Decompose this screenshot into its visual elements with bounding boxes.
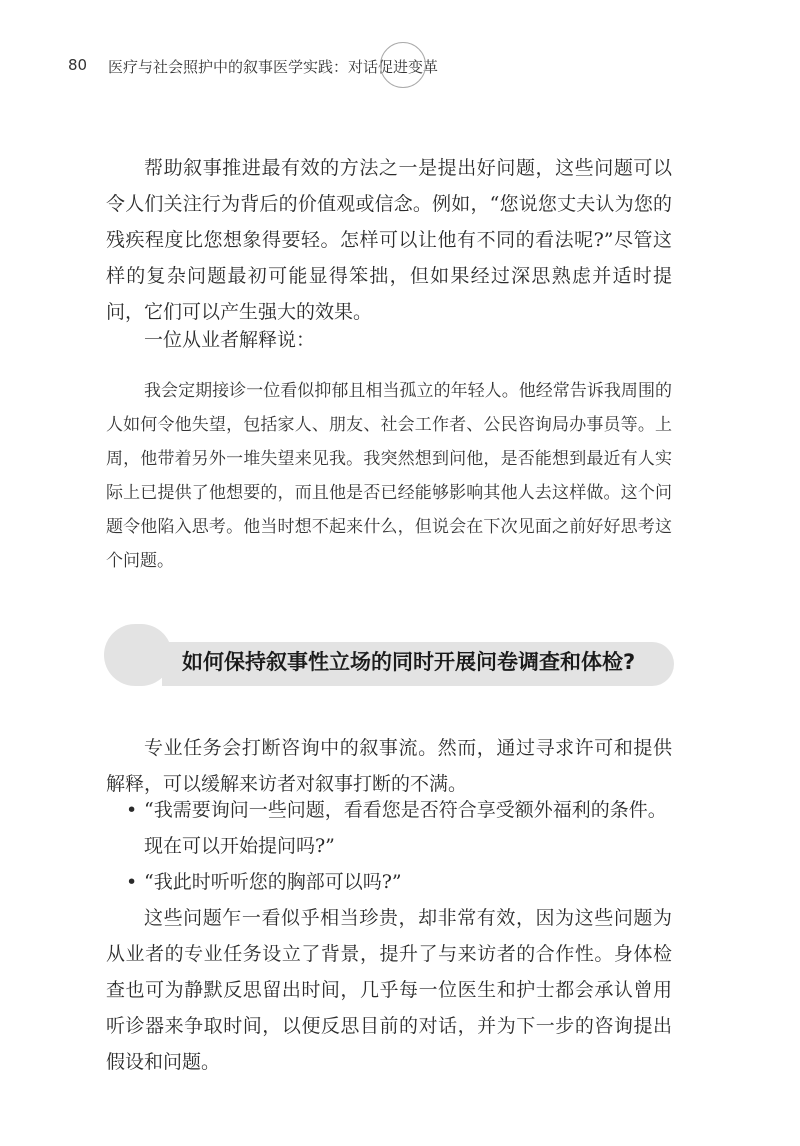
bullet-text: “我此时听听您的胸部可以吗?” — [144, 871, 402, 893]
header-circle-ornament — [380, 42, 426, 88]
section-paragraph-1: 专业任务会打断咨询中的叙事流。然而，通过寻求许可和提供解释，可以缓解来访者对叙事打断的不满。 — [106, 737, 672, 795]
page-number: 80 — [68, 56, 88, 74]
body-paragraph-2: 一位从业者解释说： — [144, 329, 316, 351]
bullet-item-1 — [126, 792, 674, 864]
running-title: 医疗与社会照护中的叙事医学实践：对话促进变革 — [108, 58, 439, 76]
bullet-dot: • — [126, 799, 138, 821]
practitioner-quote: 我会定期接诊一位看似抑郁且相当孤立的年轻人。他经常告诉我周围的人如何令他失望，包括家人、朋友、社会工作者、公民咨询局办事员等。上周，他带着另外一堆失望来见我。我突然想到问他，是否能想到最近有人实际上已提供了他想要的，而且他是否已经能够影响其他人去这样做。这个问题令他陷入思考。他当时想不起来什么，但说会在下次见面之前好好思考这个问题。 — [106, 381, 672, 571]
bullet-item-2 — [126, 864, 674, 900]
page-header — [0, 0, 800, 110]
bullet-dot: • — [126, 871, 138, 893]
section-paragraph-2: 这些问题乍一看似乎相当珍贵，却非常有效，因为这些问题为从业者的专业任务设立了背景，提升了与来访者的合作性。身体检查也可为静默反思留出时间，几乎每一位医生和护士都会承认曾用听诊器来争取时间，以便反思目前的对话，并为下一步的咨询提出假设和问题。 — [106, 907, 672, 1073]
bullet-text: “我需要询问一些问题，看看您是否符合享受额外福利的条件。现在可以开始提问吗?” — [144, 799, 667, 857]
body-paragraph-1: 帮助叙事推进最有效的方法之一是提出好问题，这些问题可以令人们关注行为背后的价值观或信念。例如，“您说您丈夫认为您的残疾程度比您想象得要轻。怎样可以让他有不同的看法呢?”尽管这样的复杂问题最初可能显得笨拙，但如果经过深思熟虑并适时提问，它们可以产生强大的效果。 — [106, 157, 672, 323]
section-heading — [104, 624, 674, 686]
section-title: 如何保持叙事性立场的同时开展问卷调查和体检? — [182, 650, 636, 674]
